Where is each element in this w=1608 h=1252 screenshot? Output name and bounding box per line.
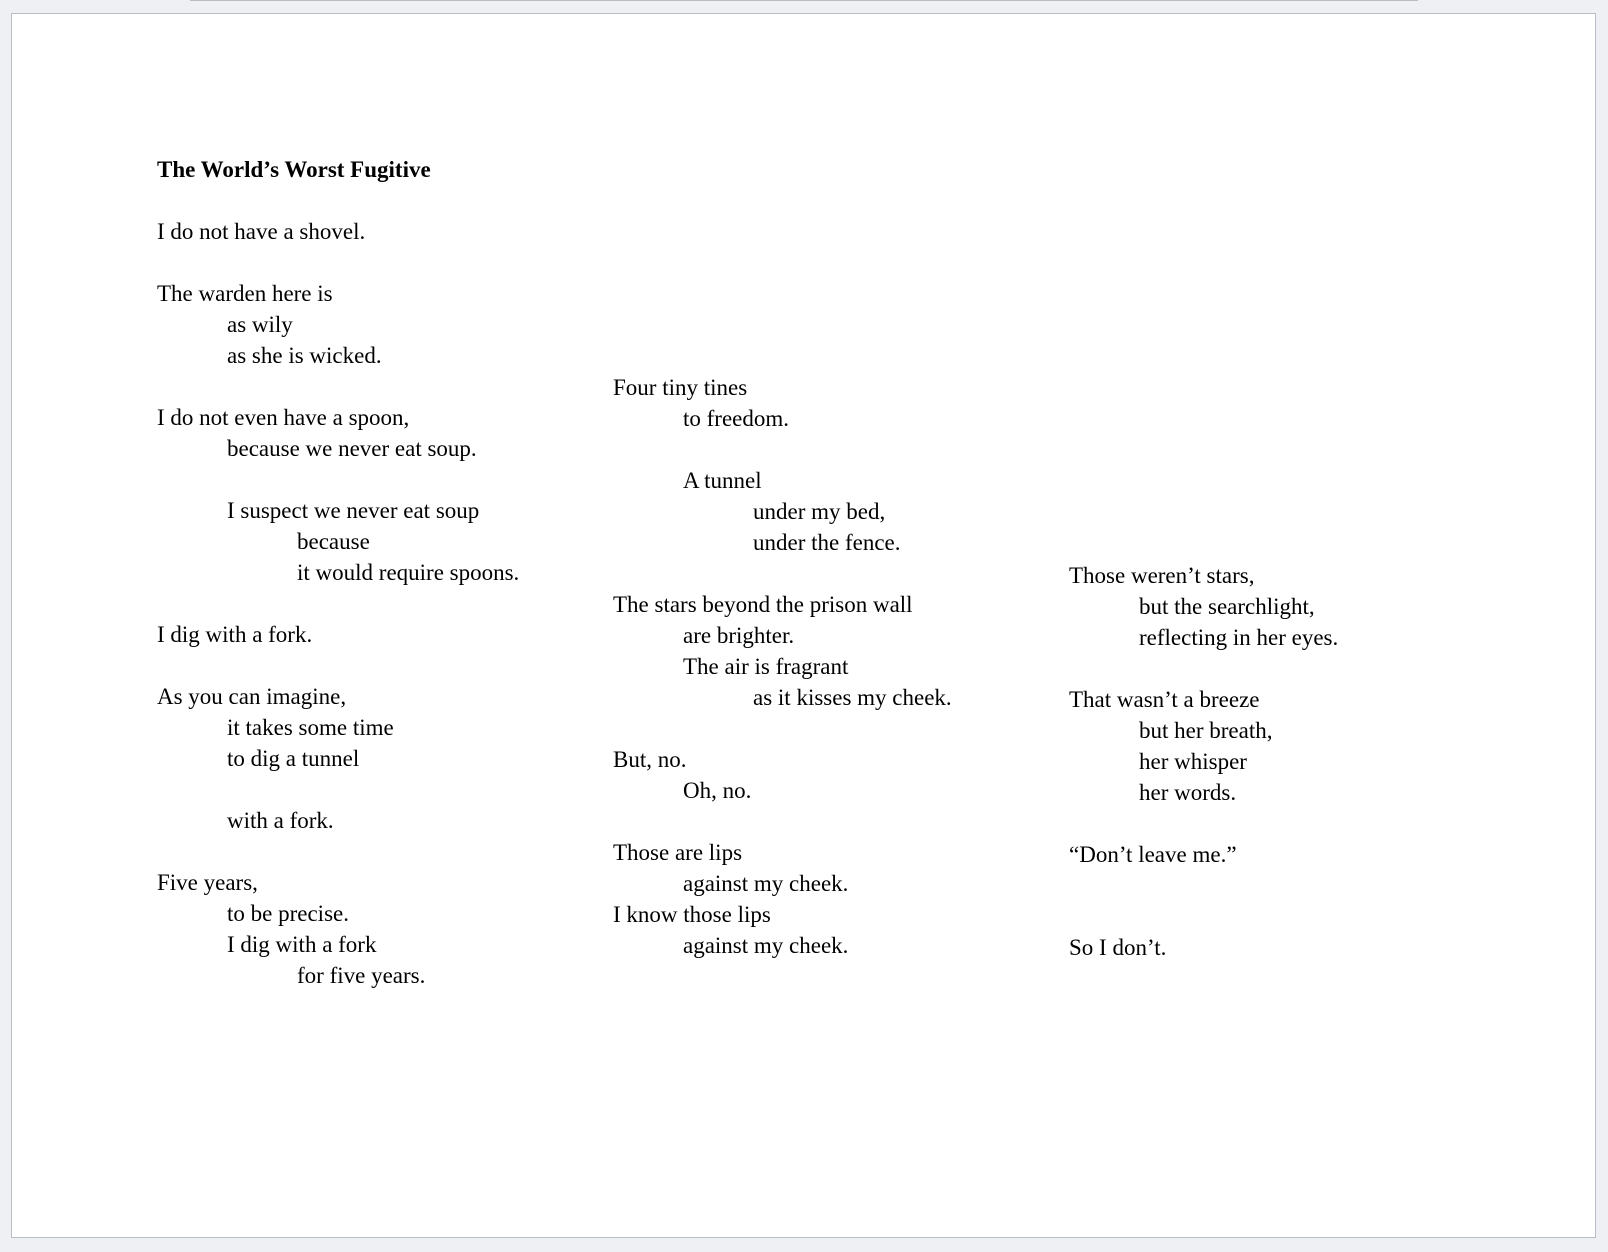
document-page <box>11 13 1596 1238</box>
poem-line: The air is fragrant <box>683 654 849 679</box>
top-edge-rule <box>190 0 1418 1</box>
poem-line: “Don’t leave me.” <box>1069 842 1237 867</box>
poem-line: reflecting in her eyes. <box>1139 625 1339 650</box>
poem-line: I know those lips <box>613 902 771 927</box>
poem-line: her words. <box>1139 780 1237 805</box>
poem-line: under my bed, <box>753 499 886 524</box>
poem-line: as wily <box>227 312 293 337</box>
poem-title: The World’s Worst Fugitive <box>157 157 431 182</box>
poem-line: I do not even have a spoon, <box>157 405 410 430</box>
poem-line: Four tiny tines <box>613 375 748 400</box>
poem-line: under the fence. <box>753 530 901 555</box>
poem-line: Those are lips <box>613 840 743 865</box>
poem-line: because we never eat soup. <box>227 436 477 461</box>
poem-line: with a fork. <box>227 808 334 833</box>
poem-line: I suspect we never eat soup <box>227 498 480 523</box>
poem-line: Those weren’t stars, <box>1069 563 1255 588</box>
poem-line: as she is wicked. <box>227 343 382 368</box>
poem-line: I dig with a fork <box>227 932 377 957</box>
poem-line: Oh, no. <box>683 778 752 803</box>
poem-line: to freedom. <box>683 406 790 431</box>
poem-line: because <box>297 529 370 554</box>
poem-line: but her breath, <box>1139 718 1273 743</box>
poem-line: but the searchlight, <box>1139 594 1315 619</box>
poem-line: her whisper <box>1139 749 1247 774</box>
poem-line: The warden here is <box>157 281 333 306</box>
poem-line: as it kisses my cheek. <box>753 685 952 710</box>
poem-line: That wasn’t a breeze <box>1069 687 1260 712</box>
poem-line: I do not have a shovel. <box>157 219 366 244</box>
poem-line: As you can imagine, <box>157 684 347 709</box>
poem-line: for five years. <box>297 963 426 988</box>
poem-line: against my cheek. <box>683 933 849 958</box>
poem-line: it would require spoons. <box>297 560 520 585</box>
poem-line: But, no. <box>613 747 687 772</box>
poem-line: are brighter. <box>683 623 795 648</box>
poem-line: A tunnel <box>683 468 762 493</box>
poem-line: The stars beyond the prison wall <box>613 592 913 617</box>
poem-line: So I don’t. <box>1069 935 1167 960</box>
poem-line: Five years, <box>157 870 258 895</box>
poem-line: it takes some time <box>227 715 394 740</box>
poem-line: I dig with a fork. <box>157 622 313 647</box>
poem-line: against my cheek. <box>683 871 849 896</box>
poem-line: to be precise. <box>227 901 349 926</box>
poem-line: to dig a tunnel <box>227 746 360 771</box>
